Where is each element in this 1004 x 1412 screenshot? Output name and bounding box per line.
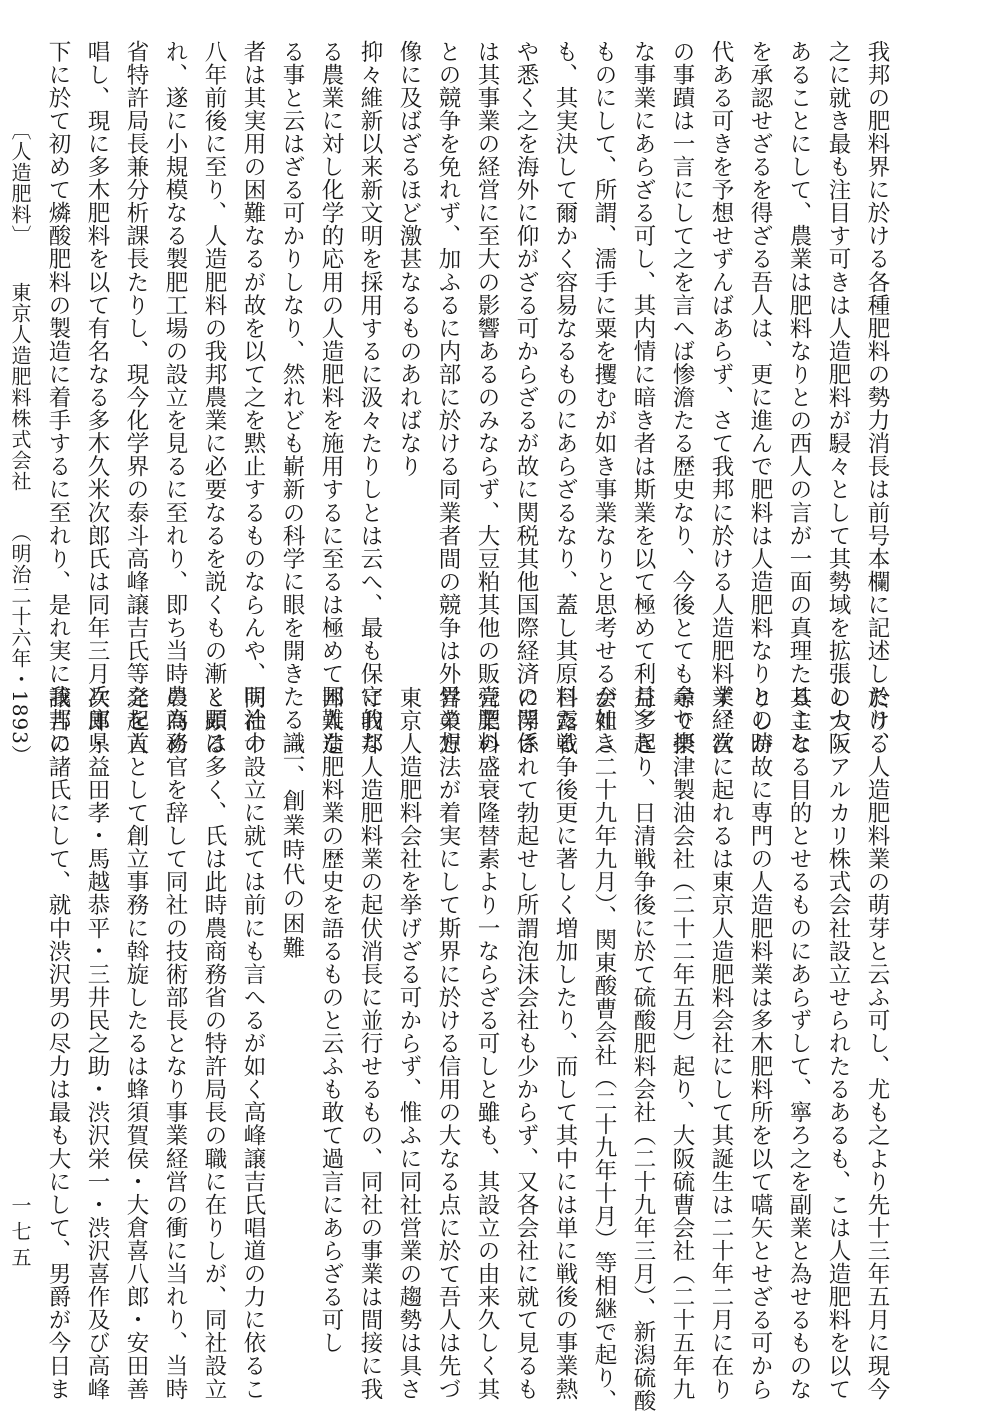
text-column: 尋で摂津製油会社（二十二年五月）起り、大阪硫曹会社（二十五年九 bbox=[669, 686, 695, 1401]
text-column: に我邦人造肥料業の起伏消長に並行せるもの、同社の事業は間接に我 bbox=[357, 686, 383, 1401]
text-column: 同社の設立に就ては前にも言へるが如く高峰譲吉氏唱道の力に依るこ bbox=[240, 686, 266, 1401]
page-number: 一七五 bbox=[8, 1195, 32, 1273]
text-column: は其事業の経営に至大の影響あるのみならず、大豆粕其他の販売肥料 bbox=[474, 40, 500, 755]
text-column: も、其実決して爾かく容易なるものにあらざるなり、蓋し其原料たる bbox=[552, 40, 578, 755]
text-column: や悉く之を海外に仰がざる可からざるが故に関税其他国際経済の関係 bbox=[513, 40, 539, 755]
text-column: 代ある可きを予想せずんばあらず、さて我邦に於ける人造肥料業経営 bbox=[708, 40, 734, 755]
running-header bbox=[2, 120, 32, 766]
text-column: 営業の盛衰隆替素より一ならざる可しと雖も、其設立の由来久しく其 bbox=[474, 686, 500, 1401]
text-column: 次郎・益田孝・馬越恭平・三井民之助・渋沢栄一・渋沢喜作及び高峰 bbox=[84, 686, 110, 1401]
text-column: 月）起り、日清戦争後に於て硫酸肥料会社（二十九年三月）、新潟硫酸 bbox=[630, 686, 656, 1412]
text-column: との競争を免れず、加ふるに内部に於ける同業者間の競争は外界の想 bbox=[435, 40, 461, 755]
text-column: 抑々維新以来新文明を採用するに汲々たりしとは云へ、最も保守的な bbox=[357, 40, 383, 755]
text-column: 唱し、現に多木肥料を以て有名なる多木久米次郎氏は同年三月兵庫県 bbox=[84, 40, 110, 755]
text-column: の事蹟は一言にして之を言へば惨澹たる歴史なり、今後とても余り楽 bbox=[669, 40, 695, 755]
text-column: に浮されて勃起せし所謂泡沫会社も少からず、又各会社に就て見るも bbox=[513, 686, 539, 1401]
section-heading: 二、創業時代の困難 bbox=[279, 740, 305, 961]
text-column: れ、遂に小規模なる製肥工場の設立を見るに至れり、即ち当時農商務 bbox=[162, 40, 188, 755]
text-column: の為め官を辞して同社の技術部長となり事業経営の衝に当れり、当時 bbox=[162, 686, 188, 1401]
text-column: 東京人造肥料会社を挙げざる可からず、惟ふに同社営業の趨勢は具さ bbox=[396, 686, 422, 1401]
text-column: 我邦の肥料界に於ける各種肥料の勢力消長は前号本欄に記述したり、 bbox=[864, 40, 890, 755]
text-column: 像に及ばざるほど激甚なるものあればなり bbox=[396, 40, 422, 478]
text-column: る事と云はざる可かりしなり、然れども嶄新の科学に眼を開きたる識 bbox=[279, 40, 305, 755]
text-column: 八年前後に至り、人造肥料の我邦農業に必要なるを説くもの漸く顕は bbox=[201, 40, 227, 755]
header-period: （明治二十六年・1893） bbox=[8, 522, 32, 766]
text-column: 邦人造肥料業の歴史を語るものと云ふも敢て過言にあらざる可し bbox=[318, 686, 344, 1355]
header-company: 東京人造肥料株式会社 bbox=[8, 282, 32, 492]
text-column: を承認せざるを得ざる吾人は、更に進んで肥料は人造肥料なりとの時 bbox=[747, 40, 773, 755]
text-column: 省特許局長兼分析課長たりし、現今化学界の泰斗高峰譲吉氏等之を首 bbox=[123, 40, 149, 755]
text-column: な事業にあらざる可し、其内情に暗き者は斯業を以て極めて利益多き bbox=[630, 40, 656, 755]
header-category: 〔人造肥料〕 bbox=[8, 120, 32, 246]
text-column: 之に就き最も注目す可きは人造肥料が駸々として其勢域を拡張しつゝ bbox=[825, 40, 851, 755]
text-column: ものにして、所謂、濡手に粟を攫むが如き事業なりと思考せるが如き bbox=[591, 40, 617, 755]
text-column: の大阪アルカリ株式会社設立せられたるあるも、こは人造肥料を以て bbox=[825, 686, 851, 1401]
text-column: りしが故に専門の人造肥料業は多木肥料所を以て嚆矢とせざる可から bbox=[747, 686, 773, 1401]
text-column: 譲吉の諸氏にして、就中渋沢男の尽力は最も大にして、男爵が今日ま bbox=[45, 686, 71, 1401]
text-column: 日露戦争後更に著しく増加したり、而して其中には単に戦後の事業熱 bbox=[552, 686, 578, 1401]
text-column: 会社（二十九年九月）、関東酸曹会社（二十九年十月）等相継で起り、 bbox=[591, 686, 617, 1412]
text-column: 営業方法が着実にして斯界に於ける信用の大なる点に於て吾人は先づ bbox=[435, 686, 461, 1401]
text-column: あることにして、農業は肥料なりとの西人の言が一面の真理たること bbox=[786, 40, 812, 755]
text-column: 於ける人造肥料業の萌芽と云ふ可し、尤も之より先十三年五月に現今 bbox=[864, 686, 890, 1401]
text-column: 下に於て初めて燐酸肥料の製造に着手するに至れり、是れ実に我邦に bbox=[45, 40, 71, 755]
text-column: ず、次に起れるは東京人造肥料会社にして其誕生は二十年二月に在り bbox=[708, 686, 734, 1401]
text-column: 発起人として創立事務に斡旋したるは蜂須賀侯・大倉喜八郎・安田善 bbox=[123, 686, 149, 1401]
text-column: と頗る多く、氏は此時農商務省の特許局長の職に在りしが、同社設立 bbox=[201, 686, 227, 1401]
text-column: 者は其実用の困難なるが故を以て之を黙止するものならんや、明治十 bbox=[240, 40, 266, 755]
text-column: る農業に対し化学的応用の人造肥料を施用するに至るは極めて困難な bbox=[318, 40, 344, 755]
text-column: 其主なる目的とせるものにあらずして、寧ろ之を副業と為せるものな bbox=[786, 686, 812, 1401]
